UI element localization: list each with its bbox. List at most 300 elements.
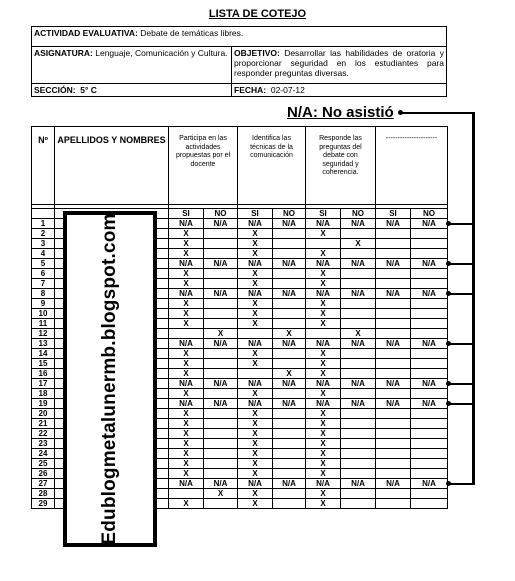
mark-cell: X — [169, 279, 204, 289]
mark-cell: X — [238, 249, 273, 259]
criterion-1-header: Participa en las actividades propuestas por el docente — [169, 127, 238, 205]
mark-cell — [341, 459, 376, 469]
absence-pointer-dot — [446, 291, 451, 296]
no-header-4: NO — [411, 209, 448, 219]
mark-cell: N/A — [306, 399, 341, 409]
mark-cell: X — [169, 449, 204, 459]
mark-cell — [273, 239, 306, 249]
row-number: 13 — [32, 339, 55, 349]
mark-cell — [376, 369, 411, 379]
mark-cell — [376, 469, 411, 479]
mark-cell — [411, 349, 448, 359]
mark-cell — [341, 359, 376, 369]
mark-cell — [273, 409, 306, 419]
mark-cell — [411, 459, 448, 469]
no-header-3: NO — [341, 209, 376, 219]
activity-value: Debate de temáticas libres. — [140, 28, 244, 38]
criterion-3-header: Responde las preguntas del debate con seguridad y coherencia. — [306, 127, 376, 205]
mark-cell — [273, 269, 306, 279]
mark-cell: X — [238, 489, 273, 499]
mark-cell: X — [306, 299, 341, 309]
absence-pointer-line — [448, 383, 474, 385]
mark-cell — [204, 349, 238, 359]
activity-cell — [32, 27, 447, 47]
mark-cell: X — [169, 249, 204, 259]
mark-cell: X — [273, 329, 306, 339]
mark-cell: N/A — [306, 379, 341, 389]
mark-cell — [411, 359, 448, 369]
mark-cell: X — [238, 439, 273, 449]
mark-cell: N/A — [169, 259, 204, 269]
date-cell — [232, 84, 447, 97]
mark-cell: X — [238, 319, 273, 329]
mark-cell: N/A — [273, 219, 306, 229]
mark-cell — [341, 309, 376, 319]
subject-value: Lenguaje, Comunicación y Cultura. — [95, 48, 228, 58]
mark-cell — [341, 319, 376, 329]
mark-cell: N/A — [204, 339, 238, 349]
mark-cell: X — [306, 359, 341, 369]
row-number: 21 — [32, 419, 55, 429]
mark-cell: N/A — [341, 379, 376, 389]
mark-cell: N/A — [376, 379, 411, 389]
mark-cell: X — [169, 389, 204, 399]
mark-cell: X — [204, 489, 238, 499]
mark-cell: N/A — [169, 399, 204, 409]
mark-cell: N/A — [273, 259, 306, 269]
mark-cell — [411, 419, 448, 429]
mark-cell: N/A — [204, 219, 238, 229]
mark-cell: X — [169, 309, 204, 319]
mark-cell — [376, 279, 411, 289]
mark-cell: N/A — [306, 259, 341, 269]
mark-cell — [204, 389, 238, 399]
mark-cell — [341, 499, 376, 509]
mark-cell — [341, 429, 376, 439]
mark-cell — [376, 329, 411, 339]
mark-cell — [169, 329, 204, 339]
mark-cell: X — [306, 269, 341, 279]
mark-cell: X — [306, 409, 341, 419]
mark-cell: N/A — [411, 289, 448, 299]
si-header-1: SI — [169, 209, 204, 219]
mark-cell — [204, 309, 238, 319]
mark-cell: X — [204, 329, 238, 339]
mark-cell — [411, 489, 448, 499]
mark-cell: X — [306, 439, 341, 449]
mark-cell — [273, 249, 306, 259]
mark-cell — [411, 389, 448, 399]
mark-cell: X — [169, 269, 204, 279]
mark-cell — [376, 309, 411, 319]
mark-cell — [376, 389, 411, 399]
mark-cell — [411, 299, 448, 309]
mark-cell — [204, 419, 238, 429]
mark-cell: X — [169, 419, 204, 429]
mark-cell: N/A — [306, 339, 341, 349]
mark-cell — [273, 499, 306, 509]
mark-cell — [376, 359, 411, 369]
mark-cell — [341, 279, 376, 289]
mark-cell — [204, 439, 238, 449]
mark-cell — [238, 369, 273, 379]
subject-cell — [32, 47, 232, 84]
mark-cell — [341, 369, 376, 379]
mark-cell — [204, 449, 238, 459]
mark-cell: X — [169, 369, 204, 379]
mark-cell — [204, 229, 238, 239]
mark-cell — [411, 449, 448, 459]
mark-cell: N/A — [411, 339, 448, 349]
mark-cell — [341, 299, 376, 309]
absence-pointer-dot — [446, 481, 451, 486]
row-number: 25 — [32, 459, 55, 469]
date-label: FECHA: — [234, 85, 267, 95]
row-number: 1 — [32, 219, 55, 229]
mark-cell — [411, 369, 448, 379]
legend-pointer-dot — [398, 110, 403, 115]
mark-cell — [411, 269, 448, 279]
row-number: 17 — [32, 379, 55, 389]
absence-pointer-dot — [446, 221, 451, 226]
mark-cell: N/A — [169, 379, 204, 389]
mark-cell: X — [306, 449, 341, 459]
mark-cell: X — [341, 239, 376, 249]
row-number: 23 — [32, 439, 55, 449]
mark-cell: N/A — [341, 259, 376, 269]
mark-cell — [376, 349, 411, 359]
section-cell — [32, 84, 232, 97]
mark-cell: N/A — [273, 289, 306, 299]
mark-cell: X — [169, 429, 204, 439]
no-header-1: NO — [204, 209, 238, 219]
absence-pointer-line — [448, 293, 474, 295]
no-header-2: NO — [273, 209, 306, 219]
absence-pointer-line — [448, 263, 474, 265]
mark-cell: N/A — [273, 339, 306, 349]
mark-cell: N/A — [341, 339, 376, 349]
mark-cell — [376, 249, 411, 259]
mark-cell: X — [238, 349, 273, 359]
mark-cell: X — [306, 469, 341, 479]
mark-cell — [273, 299, 306, 309]
mark-cell — [238, 329, 273, 339]
mark-cell — [204, 359, 238, 369]
mark-cell — [273, 309, 306, 319]
mark-cell: X — [238, 359, 273, 369]
mark-cell — [376, 489, 411, 499]
mark-cell: N/A — [273, 479, 306, 489]
mark-cell — [411, 439, 448, 449]
mark-cell: N/A — [306, 479, 341, 489]
row-number: 28 — [32, 489, 55, 499]
date-value: 02-07-12 — [270, 85, 305, 95]
name-header: APELLIDOS Y NOMBRES — [55, 127, 169, 205]
mark-cell — [204, 269, 238, 279]
absence-bracket-line — [472, 112, 475, 485]
mark-cell: X — [238, 459, 273, 469]
mark-cell: X — [169, 439, 204, 449]
legend-pointer-line — [400, 112, 474, 114]
row-number: 6 — [32, 269, 55, 279]
mark-cell: N/A — [238, 339, 273, 349]
mark-cell — [341, 419, 376, 429]
mark-cell — [376, 429, 411, 439]
mark-cell: N/A — [341, 399, 376, 409]
mark-cell: N/A — [238, 379, 273, 389]
mark-cell: X — [169, 469, 204, 479]
row-number: 18 — [32, 389, 55, 399]
absence-pointer-dot — [446, 341, 451, 346]
mark-cell: X — [306, 319, 341, 329]
absence-pointer-dot — [446, 381, 451, 386]
mark-cell — [376, 499, 411, 509]
row-number: 8 — [32, 289, 55, 299]
row-number: 26 — [32, 469, 55, 479]
mark-cell: X — [238, 269, 273, 279]
mark-cell — [306, 239, 341, 249]
row-number: 9 — [32, 299, 55, 309]
subject-label: ASIGNATURA: — [34, 48, 93, 58]
mark-cell: X — [238, 409, 273, 419]
mark-cell — [411, 319, 448, 329]
mark-cell: X — [169, 239, 204, 249]
mark-cell — [411, 499, 448, 509]
mark-cell — [204, 319, 238, 329]
mark-cell — [341, 249, 376, 259]
mark-cell: X — [238, 419, 273, 429]
row-number: 20 — [32, 409, 55, 419]
mark-cell: N/A — [238, 399, 273, 409]
row-number: 22 — [32, 429, 55, 439]
mark-cell: N/A — [411, 259, 448, 269]
mark-cell — [341, 229, 376, 239]
mark-cell — [306, 329, 341, 339]
mark-cell: N/A — [169, 289, 204, 299]
mark-cell — [273, 389, 306, 399]
absence-pointer-dot — [446, 401, 451, 406]
mark-cell: X — [238, 429, 273, 439]
watermark-text: Edublogmetalunermb.blogspot.com — [99, 213, 120, 545]
absence-pointer-line — [448, 403, 474, 405]
mark-cell — [204, 459, 238, 469]
row-number: 11 — [32, 319, 55, 329]
mark-cell: X — [238, 309, 273, 319]
mark-cell: N/A — [376, 219, 411, 229]
si-header-3: SI — [306, 209, 341, 219]
mark-cell — [341, 449, 376, 459]
mark-cell — [273, 279, 306, 289]
mark-cell: X — [169, 229, 204, 239]
mark-cell: X — [238, 469, 273, 479]
mark-cell — [273, 489, 306, 499]
mark-cell: X — [306, 499, 341, 509]
mark-cell: X — [238, 279, 273, 289]
mark-cell: X — [169, 319, 204, 329]
mark-cell: N/A — [204, 399, 238, 409]
mark-cell — [273, 429, 306, 439]
mark-cell: X — [306, 229, 341, 239]
objective-value: Desarrollar las habilidades de oratoria y proporcionar seguridad en los estudiantes para responder preguntas diversas. — [234, 48, 444, 78]
mark-cell: X — [306, 489, 341, 499]
mark-cell — [341, 489, 376, 499]
mark-cell — [273, 449, 306, 459]
mark-cell: X — [238, 449, 273, 459]
criterion-2-header: Identifica las técnicas de la comunicación — [238, 127, 306, 205]
mark-cell: X — [238, 239, 273, 249]
absence-pointer-line — [448, 223, 474, 225]
mark-cell: X — [169, 299, 204, 309]
mark-cell — [376, 449, 411, 459]
mark-cell: X — [306, 309, 341, 319]
mark-cell: N/A — [238, 479, 273, 489]
row-number: 14 — [32, 349, 55, 359]
row-number: 27 — [32, 479, 55, 489]
mark-cell: X — [169, 499, 204, 509]
row-number: 24 — [32, 449, 55, 459]
section-label: SECCIÓN: — [34, 85, 76, 95]
mark-cell: N/A — [376, 339, 411, 349]
mark-cell — [341, 389, 376, 399]
mark-cell: N/A — [169, 339, 204, 349]
mark-cell: N/A — [204, 379, 238, 389]
mark-cell — [204, 279, 238, 289]
mark-cell: X — [306, 279, 341, 289]
mark-cell — [204, 409, 238, 419]
mark-cell: N/A — [376, 399, 411, 409]
row-number: 19 — [32, 399, 55, 409]
mark-cell — [411, 279, 448, 289]
mark-cell: N/A — [238, 289, 273, 299]
mark-cell — [273, 459, 306, 469]
mark-cell — [411, 249, 448, 259]
mark-cell: N/A — [341, 479, 376, 489]
row-number: 16 — [32, 369, 55, 379]
mark-cell: N/A — [306, 219, 341, 229]
mark-cell — [376, 409, 411, 419]
si-header-4: SI — [376, 209, 411, 219]
mark-cell — [273, 359, 306, 369]
objective-cell — [232, 47, 447, 84]
mark-cell — [341, 349, 376, 359]
mark-cell — [341, 469, 376, 479]
objective-label: OBJETIVO: — [234, 48, 280, 58]
mark-cell — [376, 439, 411, 449]
mark-cell — [376, 419, 411, 429]
absence-pointer-line — [448, 483, 474, 485]
mark-cell: N/A — [238, 259, 273, 269]
row-number: 5 — [32, 259, 55, 269]
mark-cell — [204, 499, 238, 509]
watermark-box — [63, 211, 157, 547]
mark-cell: N/A — [204, 479, 238, 489]
mark-cell: N/A — [169, 219, 204, 229]
mark-cell: N/A — [341, 289, 376, 299]
mark-cell — [376, 299, 411, 309]
mark-cell: N/A — [204, 289, 238, 299]
mark-cell — [411, 429, 448, 439]
mark-cell — [411, 469, 448, 479]
mark-cell — [376, 229, 411, 239]
mark-cell — [411, 229, 448, 239]
header-info-table — [31, 26, 447, 97]
mark-cell: X — [306, 429, 341, 439]
mark-cell — [204, 369, 238, 379]
mark-cell — [376, 459, 411, 469]
mark-cell — [204, 249, 238, 259]
mark-cell: X — [238, 299, 273, 309]
mark-cell — [341, 439, 376, 449]
page-title: LISTA DE COTEJO — [208, 8, 307, 20]
mark-cell: X — [306, 249, 341, 259]
row-number: 2 — [32, 229, 55, 239]
mark-cell: N/A — [238, 219, 273, 229]
number-header: Nº — [32, 127, 55, 205]
row-number: 29 — [32, 499, 55, 509]
mark-cell — [341, 409, 376, 419]
mark-cell: X — [169, 409, 204, 419]
mark-cell: N/A — [411, 399, 448, 409]
mark-cell: X — [238, 499, 273, 509]
mark-cell: N/A — [169, 479, 204, 489]
mark-cell — [376, 319, 411, 329]
mark-cell — [273, 349, 306, 359]
mark-cell: N/A — [204, 259, 238, 269]
mark-cell: X — [169, 349, 204, 359]
mark-cell — [411, 239, 448, 249]
na-legend: N/A: No asistió — [287, 104, 394, 121]
si-header-2: SI — [238, 209, 273, 219]
mark-cell: X — [306, 389, 341, 399]
mark-cell — [273, 319, 306, 329]
row-number: 10 — [32, 309, 55, 319]
mark-cell: X — [306, 419, 341, 429]
row-number: 4 — [32, 249, 55, 259]
mark-cell: N/A — [411, 219, 448, 229]
mark-cell: N/A — [273, 379, 306, 389]
row-number: 7 — [32, 279, 55, 289]
mark-cell — [204, 429, 238, 439]
mark-cell: X — [341, 329, 376, 339]
mark-cell: X — [306, 369, 341, 379]
mark-cell: N/A — [411, 379, 448, 389]
mark-cell: X — [273, 369, 306, 379]
section-value: 5° C — [80, 85, 97, 95]
mark-cell: X — [306, 459, 341, 469]
mark-cell — [204, 469, 238, 479]
mark-cell: N/A — [376, 259, 411, 269]
mark-cell — [411, 409, 448, 419]
mark-cell — [411, 309, 448, 319]
mark-cell: X — [169, 359, 204, 369]
mark-cell — [169, 489, 204, 499]
mark-cell — [204, 239, 238, 249]
mark-cell: N/A — [306, 289, 341, 299]
mark-cell — [411, 329, 448, 339]
mark-cell: N/A — [376, 289, 411, 299]
mark-cell: X — [238, 389, 273, 399]
mark-cell — [376, 239, 411, 249]
mark-cell: N/A — [273, 399, 306, 409]
mark-cell — [273, 229, 306, 239]
mark-cell — [204, 299, 238, 309]
activity-label: ACTIVIDAD EVALUATIVA: — [34, 28, 138, 38]
criterion-4-header: ---------------------- — [376, 127, 448, 205]
mark-cell: X — [306, 349, 341, 359]
mark-cell: N/A — [341, 219, 376, 229]
mark-cell — [273, 469, 306, 479]
mark-cell — [273, 439, 306, 449]
